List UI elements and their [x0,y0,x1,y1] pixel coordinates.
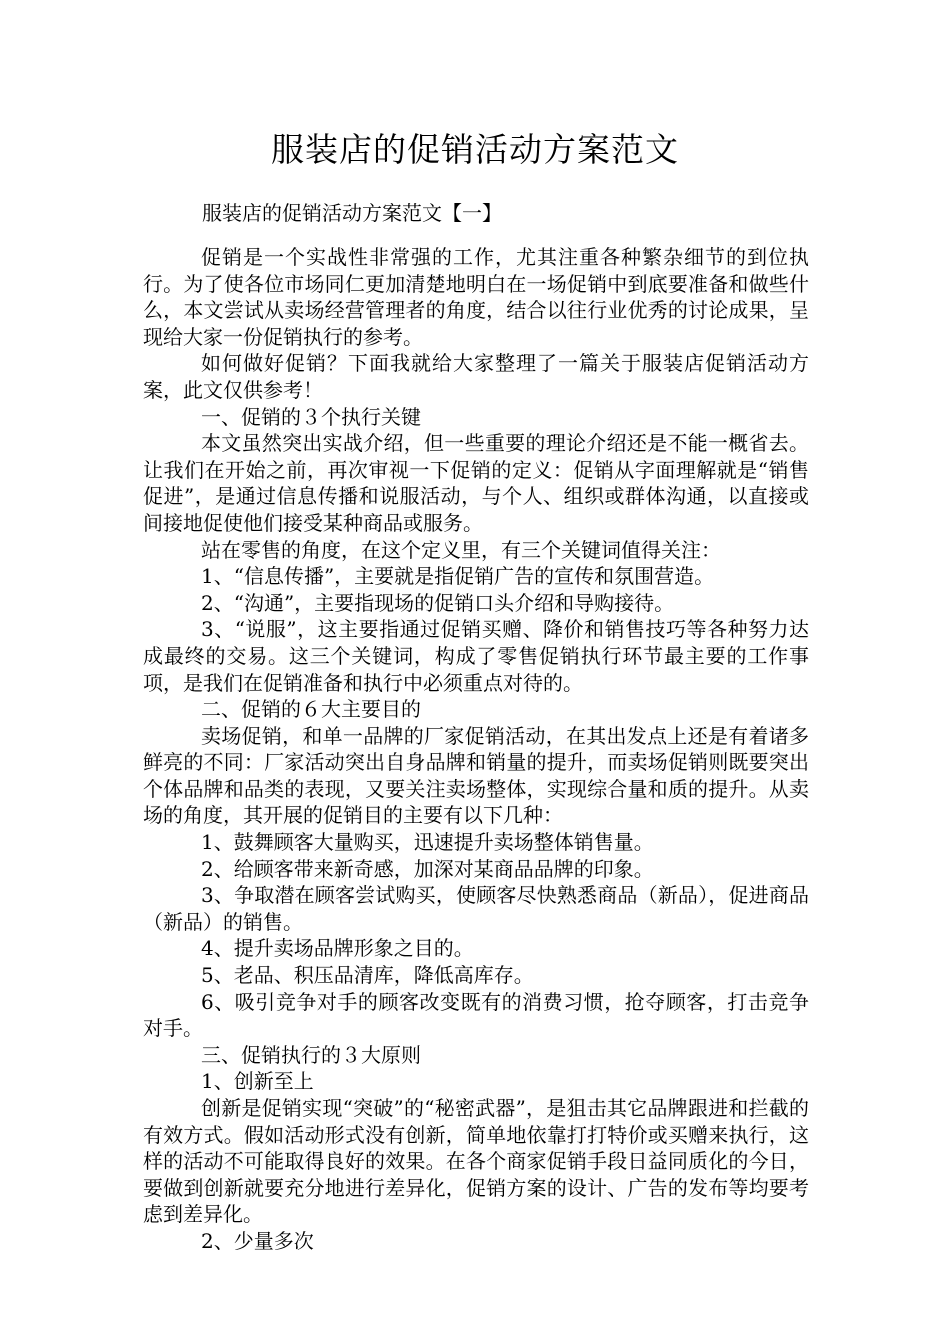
paragraph: 站在零售的角度，在这个定义里，有三个关键词值得关注： [201,537,721,562]
section-heading: 一、促销的３个执行关键 [201,404,421,429]
list-item: 1、鼓舞顾客大量购买，迅速提升卖场整体销售量。 [201,830,654,855]
paragraph: 如何做好促销？下面我就给大家整理了一篇关于服装店促销活动方案，此文仅供参考！ [143,351,809,402]
paragraph: 卖场促销，和单一品牌的厂家促销活动，在其出发点上还是有着诸多鲜亮的不同：厂家活动突出自身品牌和销量的提升，而卖场促销则既要突出个体品牌和品类的表现，又要关注卖场整体，实现综合量和质的提升。从卖场的角度，其开展的促销目的主要有以下几种： [143,723,809,828]
list-item: 3、争取潜在顾客尝试购买，使顾客尽快熟悉商品（新品），促进商品（新品）的销售。 [143,883,809,934]
document-title: 服装店的促销活动方案范文 [271,130,679,169]
list-item: 2、“沟通”，主要指现场的促销口头介绍和导购接待。 [201,590,675,615]
list-item: 2、给顾客带来新奇感，加深对某商品品牌的印象。 [201,856,654,881]
paragraph: 促销是一个实战性非常强的工作，尤其注重各种繁杂细节的到位执行。为了使各位市场同仁更加清楚地明白在一场促销中到底要准备和做些什么，本文尝试从卖场经营管理者的角度，结合以往行业优秀的讨论成果，呈现给大家一份促销执行的参考。 [143,245,809,349]
document-body [143,244,809,1255]
list-item: 4、提升卖场品牌形象之目的。 [201,936,474,961]
section-heading: 三、促销执行的３大原则 [201,1042,421,1067]
section-heading: 二、促销的６大主要目的 [201,697,421,722]
paragraph: 本文虽然突出实战介绍，但一些重要的理论介绍还是不能一概省去。让我们在开始之前，再次审视一下促销的定义：促销从字面理解就是“销售促进”，是通过信息传播和说服活动，与个人、组织或群体沟通，以直接或间接地促使他们接受某种商品或服务。 [143,431,809,535]
list-item: 6、吸引竞争对手的顾客改变既有的消费习惯，抢夺顾客，打击竞争对手。 [143,989,809,1041]
paragraph: 创新是促销实现“突破”的“秘密武器”，是狙击其它品牌跟进和拦截的有效方式。假如活动形式没有创新，简单地依靠打打特价或买赠来执行，这样的活动不可能取得良好的效果。在各个商家促销手段日益同质化的今日，要做到创新就要充分地进行差异化，促销方案的设计、广告的发布等均要考虑到差异化。 [143,1096,809,1227]
sub-heading: 1、创新至上 [201,1069,314,1094]
document-subtitle: 服装店的促销活动方案范文【一】 [202,201,502,225]
list-item: 5、老品、积压品清库，降低高库存。 [201,963,534,988]
list-item: 3、“说服”，这主要指通过促销买赠、降价和销售技巧等各种努力达成最终的交易。这三个关键词，构成了零售促销执行环节最主要的工作事项，是我们在促销准备和执行中必须重点对待的。 [143,617,809,695]
list-item: 1、“信息传播”，主要就是指促销广告的宣传和氛围营造。 [201,564,715,589]
sub-heading: 2、少量多次 [201,1228,314,1253]
